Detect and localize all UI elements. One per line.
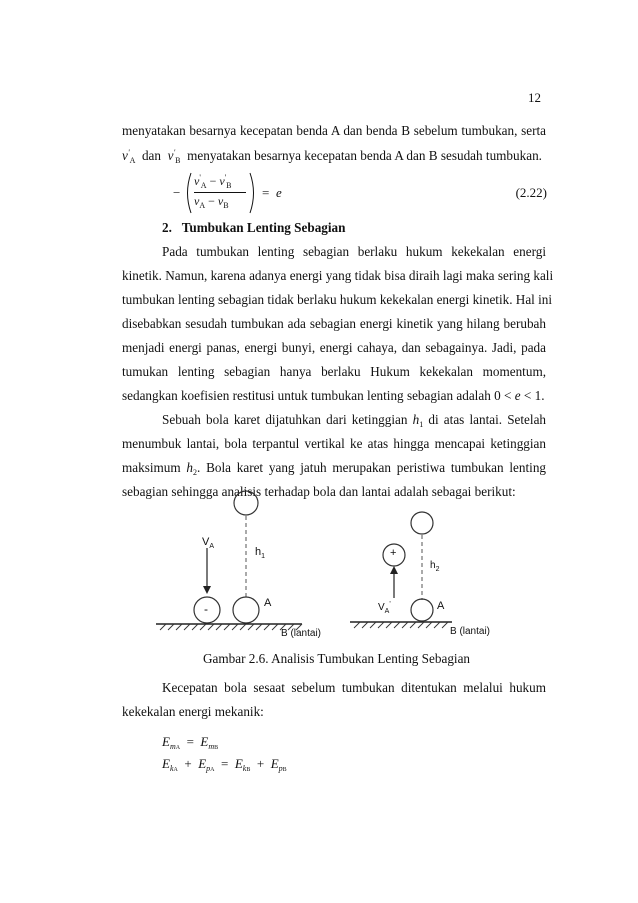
fig-right-h2-label: $h_2$	[430, 560, 440, 573]
top-paragraph-rest: menyatakan besarnya kecepatan benda A dan B sesudah tumbukan.	[187, 148, 542, 163]
dan-word: dan	[141, 148, 161, 163]
ball-a-left	[233, 597, 259, 623]
ball-top-left	[234, 491, 258, 515]
para1-line-7: sedangkan koefisien restitusi untuk tumbukan lenting sebagian adalah 0 < e < 1.	[122, 388, 545, 403]
figure-caption: Gambar 2.6. Analisis Tumbukan Lenting Sebagian	[203, 651, 471, 666]
para1-line-5: menjadi energi panas, energi bunyi, energi cahaya, dan sebagainya. Jadi, pada	[122, 340, 546, 355]
page-number: 12	[528, 90, 541, 105]
para2-line-2: menumbuk lantai, bola terpantul vertikal ke atas hingga mencapai ketinggian	[122, 436, 546, 451]
equation-energy-2: $E_{kA} + E_{pA} = E_{kB} + E_{pB}$	[162, 756, 287, 773]
eq-minus: −	[173, 185, 181, 200]
figure-collision	[150, 488, 520, 643]
eq-rhs: e	[276, 185, 282, 200]
fig-left-va-label: $V_A$	[202, 536, 215, 550]
eq-numerator: $v'_A - v'_B$	[194, 173, 232, 190]
para3-line-2: kekekalan energi mekanik:	[122, 704, 264, 719]
equation-energy-1: $E_{mA} = E_{mB}$	[162, 734, 219, 751]
eq-left-paren	[183, 172, 193, 214]
para2-line-4: sebagian sehingga analisis terhadap bola dan lantai adalah sebagai berikut:	[122, 484, 516, 499]
fig-right-plus: +	[390, 547, 397, 559]
section-title: Tumbukan Lenting Sebagian	[181, 220, 346, 235]
para2-line-1: Sebuah bola karet dijatuhkan dari ketinggian $h_1$ di atas lantai. Setelah	[162, 412, 547, 429]
para3-line-1: Kecepatan bola sesaat sebelum tumbukan ditentukan melalui hukum	[162, 680, 546, 695]
para1-line-1: Pada tumbukan lenting sebagian berlaku hukum kekekalan energi	[162, 244, 546, 259]
top-paragraph-line-2	[122, 148, 546, 166]
fig-right-a-label: A	[437, 600, 445, 612]
figure-drawing	[150, 488, 520, 643]
v-prime-a: $v'_A$	[122, 148, 136, 165]
fig-left-floor-label: B (lantai)	[281, 628, 322, 639]
fig-left-minus: -	[204, 602, 208, 616]
eq-fraction-bar	[194, 192, 246, 193]
eq-denominator: $v_A - v_B$	[194, 194, 229, 210]
para1-line-2: kinetik. Namun, karena adanya energi yang tidak bisa diraih lagi maka sering kali	[122, 268, 554, 283]
fig-left-a-label: A	[264, 597, 272, 609]
top-paragraph-line-1: menyatakan besarnya kecepatan benda A dan benda B sebelum tumbukan, serta	[122, 123, 546, 138]
equation-2-22	[173, 172, 547, 214]
fig-right-va-label: $V_A'$	[378, 601, 391, 615]
v-prime-b: $v'_B$	[167, 148, 181, 165]
ball-a-right	[411, 599, 433, 621]
fig-right-floor-label: B (lantai)	[450, 626, 491, 637]
eq-right-paren	[248, 172, 258, 214]
para1-line-4: disebabkan sesudah tumbukan ada sebagian energi kinetik yang hilang berubah	[122, 316, 546, 331]
section-number: 2.	[162, 220, 172, 235]
eq-number: (2.22)	[515, 185, 547, 200]
eq-equals: =	[262, 185, 270, 200]
para1-line-6: tumukan lenting sebagian hanya berlaku Hukum kekekalan momentum,	[122, 364, 546, 379]
ball-top-right	[411, 512, 433, 534]
fig-left-h1-label: $h_1$	[255, 546, 266, 560]
para1-line-3: tumbukan lenting sebagian tidak berlaku hukum kekekalan energi kinetik. Hal ini	[122, 292, 553, 307]
para2-line-3: maksimum $h_2$. Bola karet yang jatuh merupakan peristiwa tumbukan lenting	[122, 460, 547, 477]
section-heading	[162, 220, 345, 236]
